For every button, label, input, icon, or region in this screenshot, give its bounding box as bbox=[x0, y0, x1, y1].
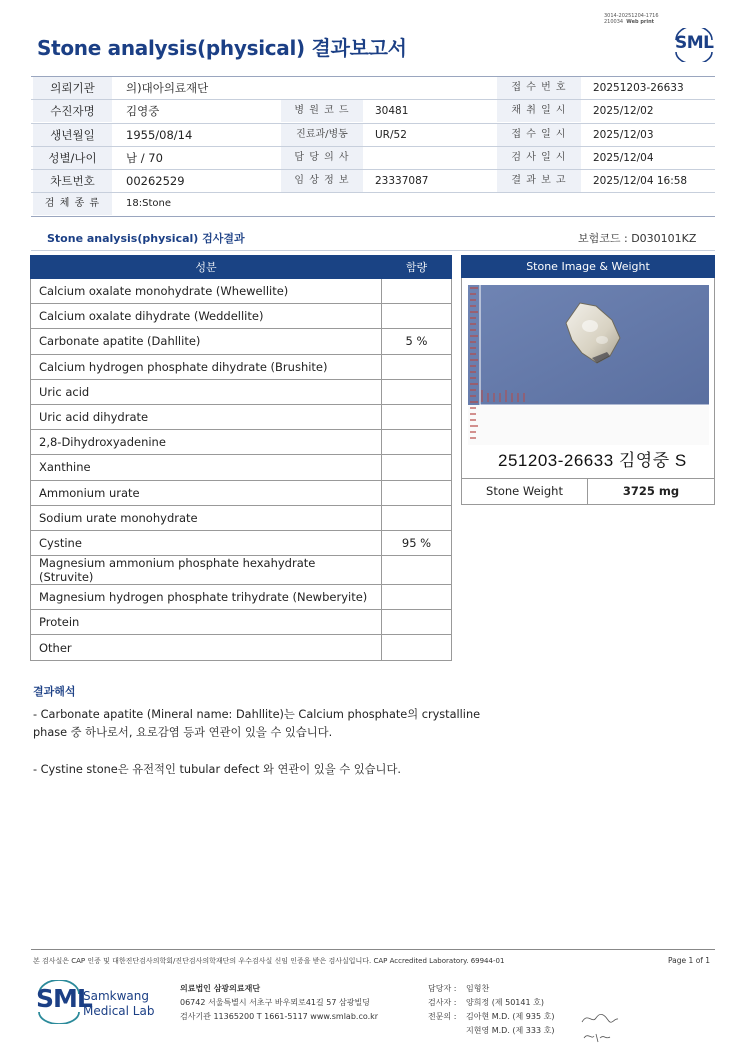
birth-value: 1955/08/14 bbox=[126, 127, 193, 142]
sml-logo-top bbox=[672, 28, 716, 60]
hospital-code-value: 30481 bbox=[375, 105, 409, 118]
result-component: Sodium urate monohydrate bbox=[31, 505, 382, 530]
samkwang-logo-name-2: Medical Lab bbox=[83, 1004, 155, 1018]
result-row bbox=[31, 635, 452, 660]
results-table bbox=[30, 255, 452, 661]
interpretation-text bbox=[33, 706, 503, 798]
result-component: Uric acid dihydrate bbox=[31, 404, 382, 429]
recipient-value: 김영중 bbox=[126, 104, 160, 119]
sex-age-value: 남 / 70 bbox=[126, 150, 163, 165]
staff-label: 검사자 : bbox=[428, 998, 457, 1007]
specimen-label: 검 체 종 류 bbox=[33, 193, 112, 215]
report-title: Stone analysis(physical) 결과보고서 bbox=[37, 36, 407, 60]
stone-weight-label: Stone Weight bbox=[462, 479, 588, 504]
doctor-label: 담 당 의 사 bbox=[281, 147, 363, 169]
test-date-label: 검 사 일 시 bbox=[497, 147, 581, 169]
staff-label: 담당자 : bbox=[428, 984, 457, 993]
insurance-code: 보험코드 : D030101KZ bbox=[578, 232, 697, 245]
org-info bbox=[180, 982, 378, 1024]
collect-date-label: 채 취 일 시 bbox=[497, 100, 581, 122]
info-row bbox=[31, 170, 715, 193]
clinical-value: 23337087 bbox=[375, 175, 429, 188]
result-row bbox=[31, 610, 452, 635]
info-row bbox=[31, 193, 715, 216]
print-code-line-2: 210034 bbox=[604, 19, 624, 25]
print-tag: Web print bbox=[626, 19, 655, 25]
result-component: Ammonium urate bbox=[31, 480, 382, 505]
interpretation-line: phase 중 하나로서, 요로감염 등과 연관이 있을 수 있습니다. bbox=[33, 726, 333, 739]
result-amount bbox=[382, 354, 452, 379]
report-date-value: 2025/12/04 16:58 bbox=[593, 175, 688, 188]
request-org-value: 의)대아의료재단 bbox=[126, 81, 209, 95]
info-row bbox=[31, 124, 715, 147]
stone-weight-row bbox=[461, 479, 715, 505]
result-amount bbox=[382, 455, 452, 480]
dept-value: UR/52 bbox=[375, 128, 407, 141]
sex-age-label: 성별/나이 bbox=[33, 147, 112, 169]
stone-label-text: 251203-26633 김영중 S bbox=[498, 451, 687, 470]
result-row bbox=[31, 556, 452, 585]
clinical-label: 임 상 정 보 bbox=[281, 170, 363, 192]
staff-name: 지현영 M.D. (제 333 호) bbox=[466, 1026, 555, 1035]
staff-name: 양희정 (제 50141 호) bbox=[466, 998, 544, 1007]
receipt-no-value: 20251203-26633 bbox=[593, 82, 684, 94]
specimen-value: 18:Stone bbox=[126, 198, 171, 210]
samkwang-logo-sml: SML bbox=[36, 984, 92, 1013]
result-row bbox=[31, 585, 452, 610]
print-code-line-1: 3014-20251204-1716 bbox=[604, 13, 659, 19]
interpretation-title: 결과해석 bbox=[33, 685, 76, 698]
staff-name: 김아현 M.D. (제 935 호) bbox=[466, 1012, 555, 1021]
result-amount: 5 % bbox=[382, 329, 452, 354]
col-component-header: 성분 bbox=[31, 256, 382, 279]
chart-no-value: 00262529 bbox=[126, 174, 185, 189]
result-row bbox=[31, 455, 452, 480]
birth-label: 생년월일 bbox=[33, 124, 112, 146]
result-row bbox=[31, 379, 452, 404]
request-org-label: 의뢰기관 bbox=[33, 77, 112, 99]
result-component: Protein bbox=[31, 610, 382, 635]
interpretation-line: - Cystine stone은 유전적인 tubular defect 와 연관이 있을 수 있습니다. bbox=[33, 763, 401, 776]
result-row bbox=[31, 430, 452, 455]
result-row bbox=[31, 304, 452, 329]
patient-info-table bbox=[31, 76, 715, 217]
result-row bbox=[31, 480, 452, 505]
result-component: Uric acid bbox=[31, 379, 382, 404]
stone-image-panel bbox=[461, 255, 715, 505]
results-section-title: Stone analysis(physical) 검사결과 bbox=[47, 232, 245, 245]
result-amount bbox=[382, 556, 452, 585]
result-component: Magnesium hydrogen phosphate trihydrate (Newberyite) bbox=[31, 585, 382, 610]
result-amount bbox=[382, 610, 452, 635]
result-component: Carbonate apatite (Dahllite) bbox=[31, 329, 382, 354]
signature-icon bbox=[580, 1010, 620, 1046]
test-date-value: 2025/12/04 bbox=[593, 151, 654, 164]
accreditation-note: 본 검사실은 CAP 인증 및 대한진단검사의학회/진단검사의학재단의 우수검사실 신임 인증을 받은 검사실입니다. CAP Accredited Laboratory. 69944-01 bbox=[33, 957, 505, 965]
result-amount bbox=[382, 480, 452, 505]
result-component: Xanthine bbox=[31, 455, 382, 480]
sml-logo-text: SML bbox=[675, 33, 714, 53]
info-row bbox=[31, 77, 715, 100]
hospital-code-label: 병 원 코 드 bbox=[281, 100, 363, 122]
result-component: Calcium hydrogen phosphate dihydrate (Brushite) bbox=[31, 354, 382, 379]
receipt-no-label: 접 수 번 호 bbox=[497, 77, 581, 99]
footer-divider bbox=[31, 949, 715, 950]
result-row bbox=[31, 329, 452, 354]
info-row bbox=[31, 147, 715, 170]
recipient-label: 수진자명 bbox=[33, 100, 112, 122]
org-name: 의료법인 삼광의료재단 bbox=[180, 984, 261, 993]
info-row bbox=[31, 100, 715, 123]
stone-image-title: Stone Image & Weight bbox=[461, 255, 715, 278]
page-number: Page 1 of 1 bbox=[668, 956, 711, 965]
result-amount bbox=[382, 404, 452, 429]
result-component: Cystine bbox=[31, 530, 382, 555]
collect-date-value: 2025/12/02 bbox=[593, 105, 654, 118]
stone-image-box bbox=[461, 278, 715, 479]
staff-name: 임형찬 bbox=[466, 984, 490, 993]
result-amount bbox=[382, 430, 452, 455]
receipt-date-value: 2025/12/03 bbox=[593, 128, 654, 141]
result-amount bbox=[382, 304, 452, 329]
result-amount bbox=[382, 585, 452, 610]
result-component: Calcium oxalate dihydrate (Weddellite) bbox=[31, 304, 382, 329]
result-row bbox=[31, 404, 452, 429]
result-component: Other bbox=[31, 635, 382, 660]
stone-weight-value: 3725 mg bbox=[622, 484, 680, 498]
result-row bbox=[31, 530, 452, 555]
result-amount bbox=[382, 635, 452, 660]
result-amount bbox=[382, 505, 452, 530]
dept-label: 진료과/병동 bbox=[281, 124, 363, 146]
print-code bbox=[604, 13, 659, 25]
result-amount bbox=[382, 279, 452, 304]
samkwang-logo bbox=[36, 980, 176, 1028]
result-component: Magnesium ammonium phosphate hexahydrate (Struvite) bbox=[31, 556, 382, 585]
result-row bbox=[31, 354, 452, 379]
samkwang-logo-name-1: Samkwang bbox=[83, 989, 149, 1003]
col-amount-header: 함량 bbox=[382, 256, 452, 279]
result-row bbox=[31, 505, 452, 530]
receipt-date-label: 접 수 일 시 bbox=[497, 124, 581, 146]
chart-no-label: 차트번호 bbox=[33, 170, 112, 192]
staff-label: 전문의 : bbox=[428, 1012, 457, 1021]
section-divider bbox=[31, 250, 715, 251]
result-amount: 95 % bbox=[382, 530, 452, 555]
result-amount bbox=[382, 379, 452, 404]
result-component: 2,8-Dihydroxyadenine bbox=[31, 430, 382, 455]
staff-info bbox=[428, 982, 554, 1038]
report-label: 결 과 보 고 bbox=[497, 170, 581, 192]
result-row bbox=[31, 279, 452, 304]
result-component: Calcium oxalate monohydrate (Whewellite) bbox=[31, 279, 382, 304]
org-contact: 검사기관 11365200 T 1661-5117 www.smlab.co.kr bbox=[180, 1012, 379, 1021]
interpretation-line: - Carbonate apatite (Mineral name: Dahllite)는 Calcium phosphate의 crystalline bbox=[33, 708, 481, 721]
org-address: 06742 서울특별시 서초구 바우뫼로41길 57 삼광빌딩 bbox=[180, 998, 370, 1007]
